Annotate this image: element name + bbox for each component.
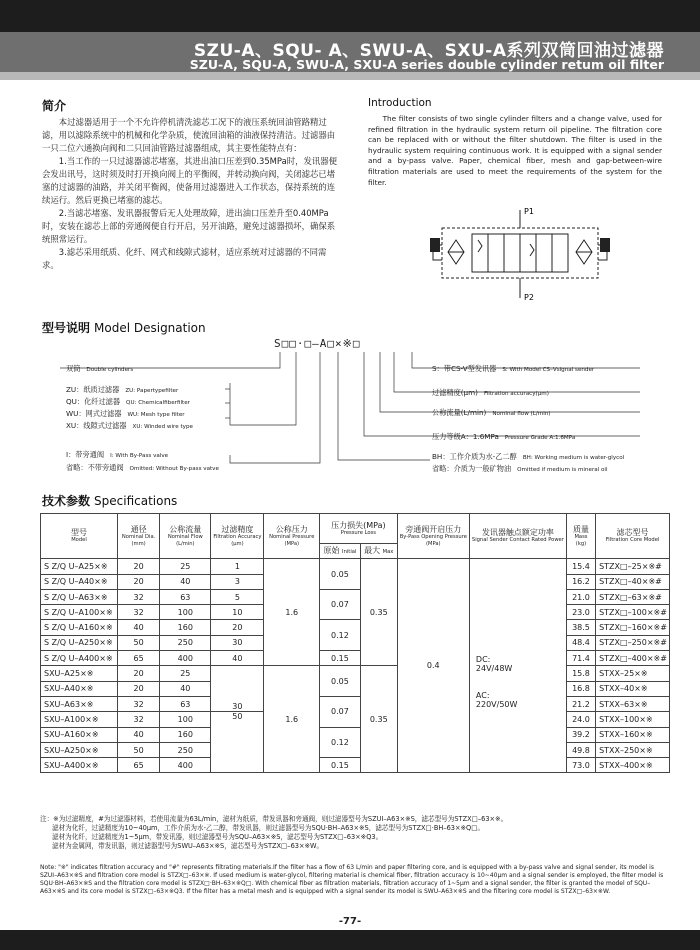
table-cell: 250 <box>160 742 211 757</box>
intro-p4: 3.滤芯采用纸质、化纤、网式和线隙式滤材，适应系统对过滤器的不同需求。 <box>42 247 327 270</box>
intro-p2: 1.当工作的一只过滤器滤芯堵塞，其进出油口压差到0.35MPa时，发讯器便会发出讯号，这时须及时打开换向阀上的平衡阀，并转动换向阀，关闭滤芯已堵塞的过滤器的油路，并关闭平衡阀，使备用过滤器进入工作状态，保持系统的连续运行。然后更换已堵塞的滤芯。 <box>42 156 337 205</box>
table-cell: 24.0 <box>566 712 595 727</box>
table-cell: 15.4 <box>566 559 595 574</box>
table-cell: 16.8 <box>566 681 595 696</box>
intro-p3: 2.当滤芯堵塞、发讯器报警后无人处理故障，进出油口压差升至0.40MPa时，安装在滤芯上部的旁通阀便自行开启，另开油路，避免过滤器损坏，确保系统照常运行。 <box>42 208 336 244</box>
table-cell: 39.2 <box>566 727 595 742</box>
table-cell: 400 <box>160 651 211 666</box>
label-pressure: 压力等级A：1.6MPa Pressure Grade A:1.6MPa <box>432 432 576 441</box>
table-cell: 100 <box>160 605 211 620</box>
table-cell: 50 <box>117 742 159 757</box>
table-cell: SXU–A25×※ <box>41 666 118 681</box>
table-row <box>41 696 670 711</box>
table-cell: 5 <box>211 589 264 604</box>
label-zu: ZU：纸质过滤器 ZU: Papertypefilter <box>66 385 179 394</box>
table-cell: 20 <box>117 666 159 681</box>
page-number: -77- <box>338 916 362 927</box>
table-cell: 0.15 <box>320 758 361 773</box>
table-cell: STZX□–63×※# <box>596 589 670 604</box>
label-no-bypass: 省略：不带旁通阀 Omitted: Without By-pass vatve <box>66 463 219 472</box>
table-cell: 71.4 <box>566 651 595 666</box>
table-cell: 3 <box>211 574 264 589</box>
table-cell: 20 <box>117 559 159 574</box>
table-cell: STZX□–25×※# <box>596 559 670 574</box>
label-wu: WU：网式过滤器 WU: Mesh type filter <box>66 409 185 418</box>
table-cell: 1.6 <box>264 559 320 666</box>
th-flow: 公称流量 Nominal Flow (L/min) <box>160 514 211 559</box>
notes-en: Note: "※" indicates filtration accuracy and "#" represents filtrating materials.If the filter has a flow of 63 L/min and paper filtering core, and is equipped with a by-pass valve and signal sender, its model is SZUI–A63×※S and filtration core model is STZX□–63×※. If used medium is water-glycol, filtering material is chemical fiber, filtration accuracy is 10~40μm and a signal sender is employed, the filter model is SQU·BH–A63×※S and the filtration core model is STZX□·BH–63×※Q□. With chemical fiber as filtration materials, filtration accuracy of 1~5μm and a signal sender, the filter is granted the model of SQU–A63×※S and its core model is STZX□–63×※Q3. If the filter has a metal mesh and is equipped with a signal sender its model is SWU–A63×※S and the filtering core model is STZX□–63×※W. <box>40 864 664 895</box>
th-signal: 发讯器触点额定功率 Signal Sender Contact Rated Power <box>469 514 566 559</box>
table-cell: 63 <box>160 696 211 711</box>
table-cell: 40 <box>117 727 159 742</box>
table-cell: 32 <box>117 589 159 604</box>
table-cell: 400 <box>160 758 211 773</box>
table-cell: 250 <box>160 635 211 650</box>
table-cell: 50 <box>211 712 264 773</box>
spec-table <box>40 513 670 773</box>
label-accuracy: 过滤精度(μm) Filtration accuracy(μm) <box>432 388 549 397</box>
table-cell: SXU–A250×※ <box>41 742 118 757</box>
table-cell: 23.0 <box>566 605 595 620</box>
table-cell: STXX–63×※ <box>596 696 670 711</box>
table-cell: 21.0 <box>566 589 595 604</box>
table-cell: 40 <box>160 681 211 696</box>
table-cell: 40 <box>211 651 264 666</box>
table-cell: 20 <box>117 681 159 696</box>
table-cell: 15.8 <box>566 666 595 681</box>
model-title: 型号说明 Model Designation <box>42 321 206 335</box>
table-cell: STXX–40×※ <box>596 681 670 696</box>
table-cell: 65 <box>117 651 159 666</box>
table-cell: S Z/Q U–A160×※ <box>41 620 118 635</box>
intro-p1: 本过滤器适用于一个不允许停机清洗滤芯工况下的液压系统回油管路精过滤，用以滤除系统中的机械和化学杂质，使流回油箱的油液保持清洁。过滤器由一只二位六通换向阀和二只回油管路过滤器组成，其主要性能特点有： <box>42 117 336 153</box>
th-dia: 通径 Nominal Dia. (mm) <box>117 514 159 559</box>
table-cell: 0.35 <box>360 666 397 773</box>
table-cell: STZX□–40×※# <box>596 574 670 589</box>
table-cell: 38.5 <box>566 620 595 635</box>
table-cell: 0.07 <box>320 589 361 620</box>
label-xu: XU：线隙式过滤器 XU: Winded wire type <box>66 421 193 430</box>
table-cell: 25 <box>160 666 211 681</box>
table-cell: 0.4 <box>397 559 469 773</box>
table-row <box>41 620 670 635</box>
table-cell: SXU–A63×※ <box>41 696 118 711</box>
table-cell: STZX□–400×※# <box>596 651 670 666</box>
table-cell: 40 <box>160 574 211 589</box>
table-cell: 48.4 <box>566 635 595 650</box>
table-cell: 32 <box>117 605 159 620</box>
table-cell: 0.12 <box>320 727 361 758</box>
table-cell: SXU–A160×※ <box>41 727 118 742</box>
table-cell: 30 <box>211 635 264 650</box>
table-cell: SXU–A40×※ <box>41 681 118 696</box>
table-cell: S Z/Q U–A40×※ <box>41 574 118 589</box>
table-cell: 73.0 <box>566 758 595 773</box>
label-bh: BH：工作介质为水-乙二醇 BH: Working medium is water-glycol <box>432 452 625 461</box>
table-cell: 65 <box>117 758 159 773</box>
table-cell: 160 <box>160 620 211 635</box>
table-cell: 32 <box>117 712 159 727</box>
table-cell: S Z/Q U–A250×※ <box>41 635 118 650</box>
th-core: 滤芯型号 Filtration Core Model <box>596 514 670 559</box>
table-cell: 100 <box>160 712 211 727</box>
model-code: S□□·□–A□×※□ <box>274 337 361 350</box>
table-cell: 30 <box>211 666 264 712</box>
table-cell: 21.2 <box>566 696 595 711</box>
signal-power-cell: DC: 24V/48W AC: 220V/50W <box>469 559 566 773</box>
table-cell: S Z/Q U–A25×※ <box>41 559 118 574</box>
table-cell: STXX–25×※ <box>596 666 670 681</box>
label-flow: 公称流量(L/min) Nominal flow (L/min) <box>432 408 551 417</box>
table-cell: STZX□–100×※# <box>596 605 670 620</box>
table-cell: STZX□–250×※# <box>596 635 670 650</box>
table-cell: STXX–250×※ <box>596 742 670 757</box>
table-cell: 0.35 <box>360 559 397 666</box>
th-bypass: 旁通阀开启压力 By-Pass Opening Pressure (MPa) <box>397 514 469 559</box>
table-cell: S Z/Q U–A63×※ <box>41 589 118 604</box>
table-cell: S Z/Q U–A100×※ <box>41 605 118 620</box>
table-cell: 49.8 <box>566 742 595 757</box>
label-double-cylinders: 双筒 Double cylinders <box>66 364 134 373</box>
table-cell: 0.15 <box>320 651 361 666</box>
spec-title: 技术参数 Specifications <box>42 494 178 508</box>
label-qu: QU：化纤过滤器 QU: Chemicalfiberfilter <box>66 397 190 406</box>
diagram-label-p1: P1 <box>524 207 534 216</box>
label-signal-sender: S：带CS-V型发讯器 S: With Model CS–Vsignal sender <box>432 364 595 373</box>
diagram-label-p2: P2 <box>524 293 534 302</box>
table-cell: 63 <box>160 589 211 604</box>
table-cell: 25 <box>160 559 211 574</box>
th-accuracy: 过滤精度 Filtration Accuracy (μm) <box>211 514 264 559</box>
table-row <box>41 559 670 574</box>
table-row <box>41 651 670 666</box>
table-cell: S Z/Q U–A400×※ <box>41 651 118 666</box>
table-cell: 0.07 <box>320 696 361 727</box>
label-mineral-oil: 省略：介质为一般矿物油 Omitted if medium is mineral oil <box>432 464 608 473</box>
notes-cn: 注：※为过滤精度，#为过滤器材料，若使用流量为63L/min，滤材为纸质，带发讯器和旁通阀，则过滤器型号为SZUI–A63×※S，滤芯型号为STZX□–63×※。 滤材为化纤，过滤精度为10~40μm，工作介质为水-乙二醇，带发讯器，则过滤器型号为SQU·BH–A63×※S，滤芯型号为STZX□·BH–63×※Q□。 滤材为化纤，过滤精度为1~5μm，带发讯器，则过滤器型号为SQU–A63×※S，滤芯型号为STZX□–63×※Q3。 滤材为金属网，带发讯器，则过滤器型号为SWU–A63×※S，滤芯型号为STZX□–63×※W。 <box>40 815 508 850</box>
title-cn: SZU-A、SQU- A、SWU-A、SXU-A系列双筒回油过滤器 <box>193 41 664 61</box>
th-loss-initial: 原始 Initial <box>320 544 361 559</box>
table-row <box>41 589 670 604</box>
th-loss-max: 最大 Max <box>360 544 397 559</box>
table-cell: SXU–A100×※ <box>41 712 118 727</box>
label-bypass: I：带旁通阀 I: With By-Pass valve <box>66 450 169 459</box>
th-mass: 质量 Mass (kg) <box>566 514 595 559</box>
table-cell: 0.05 <box>320 559 361 590</box>
table-cell: SXU–A400×※ <box>41 758 118 773</box>
table-cell: 16.2 <box>566 574 595 589</box>
table-cell: 160 <box>160 727 211 742</box>
table-cell: 50 <box>117 635 159 650</box>
title-en: SZU-A, SQU-A, SWU-A, SXU-A series double cylinder retum oil filter <box>189 57 664 72</box>
table-cell: 0.12 <box>320 620 361 651</box>
table-cell: 10 <box>211 605 264 620</box>
intro-title-en: Introduction <box>368 97 432 109</box>
table-row <box>41 758 670 773</box>
table-cell: 20 <box>211 620 264 635</box>
table-cell: 1 <box>211 559 264 574</box>
table-cell: STXX–100×※ <box>596 712 670 727</box>
table-cell: STZX□–160×※# <box>596 620 670 635</box>
th-pressure: 公称压力 Nominal Pressure (MPa) <box>264 514 320 559</box>
th-loss: 压力损失(MPa) Pressure Loss <box>320 514 398 544</box>
footer-bar <box>0 930 700 950</box>
table-cell: 40 <box>117 620 159 635</box>
table-cell: 20 <box>117 574 159 589</box>
intro-body-en: The filter consists of two single cylinder filters and a change valve, used for refined filtration in the hydraulic system return oil pipeline. The filtration core can be replaced with or without the filter shutdown. The filter is used in the hydraulic system requiring continuous work. It is equipped with a signal sender and a by-pass valve. Paper, chemical fiber, mesh and gap-between-wire filtration materials are used to meet the requirements of the system for the filter. <box>368 114 662 187</box>
intro-title-cn: 简介 <box>42 99 67 113</box>
table-cell: 32 <box>117 696 159 711</box>
table-cell: 0.05 <box>320 666 361 697</box>
table-row <box>41 727 670 742</box>
table-cell: STXX–400×※ <box>596 758 670 773</box>
th-model: 型号 Model <box>41 514 118 559</box>
table-row <box>41 666 670 681</box>
table-cell: STXX–160×※ <box>596 727 670 742</box>
table-cell: 1.6 <box>264 666 320 773</box>
